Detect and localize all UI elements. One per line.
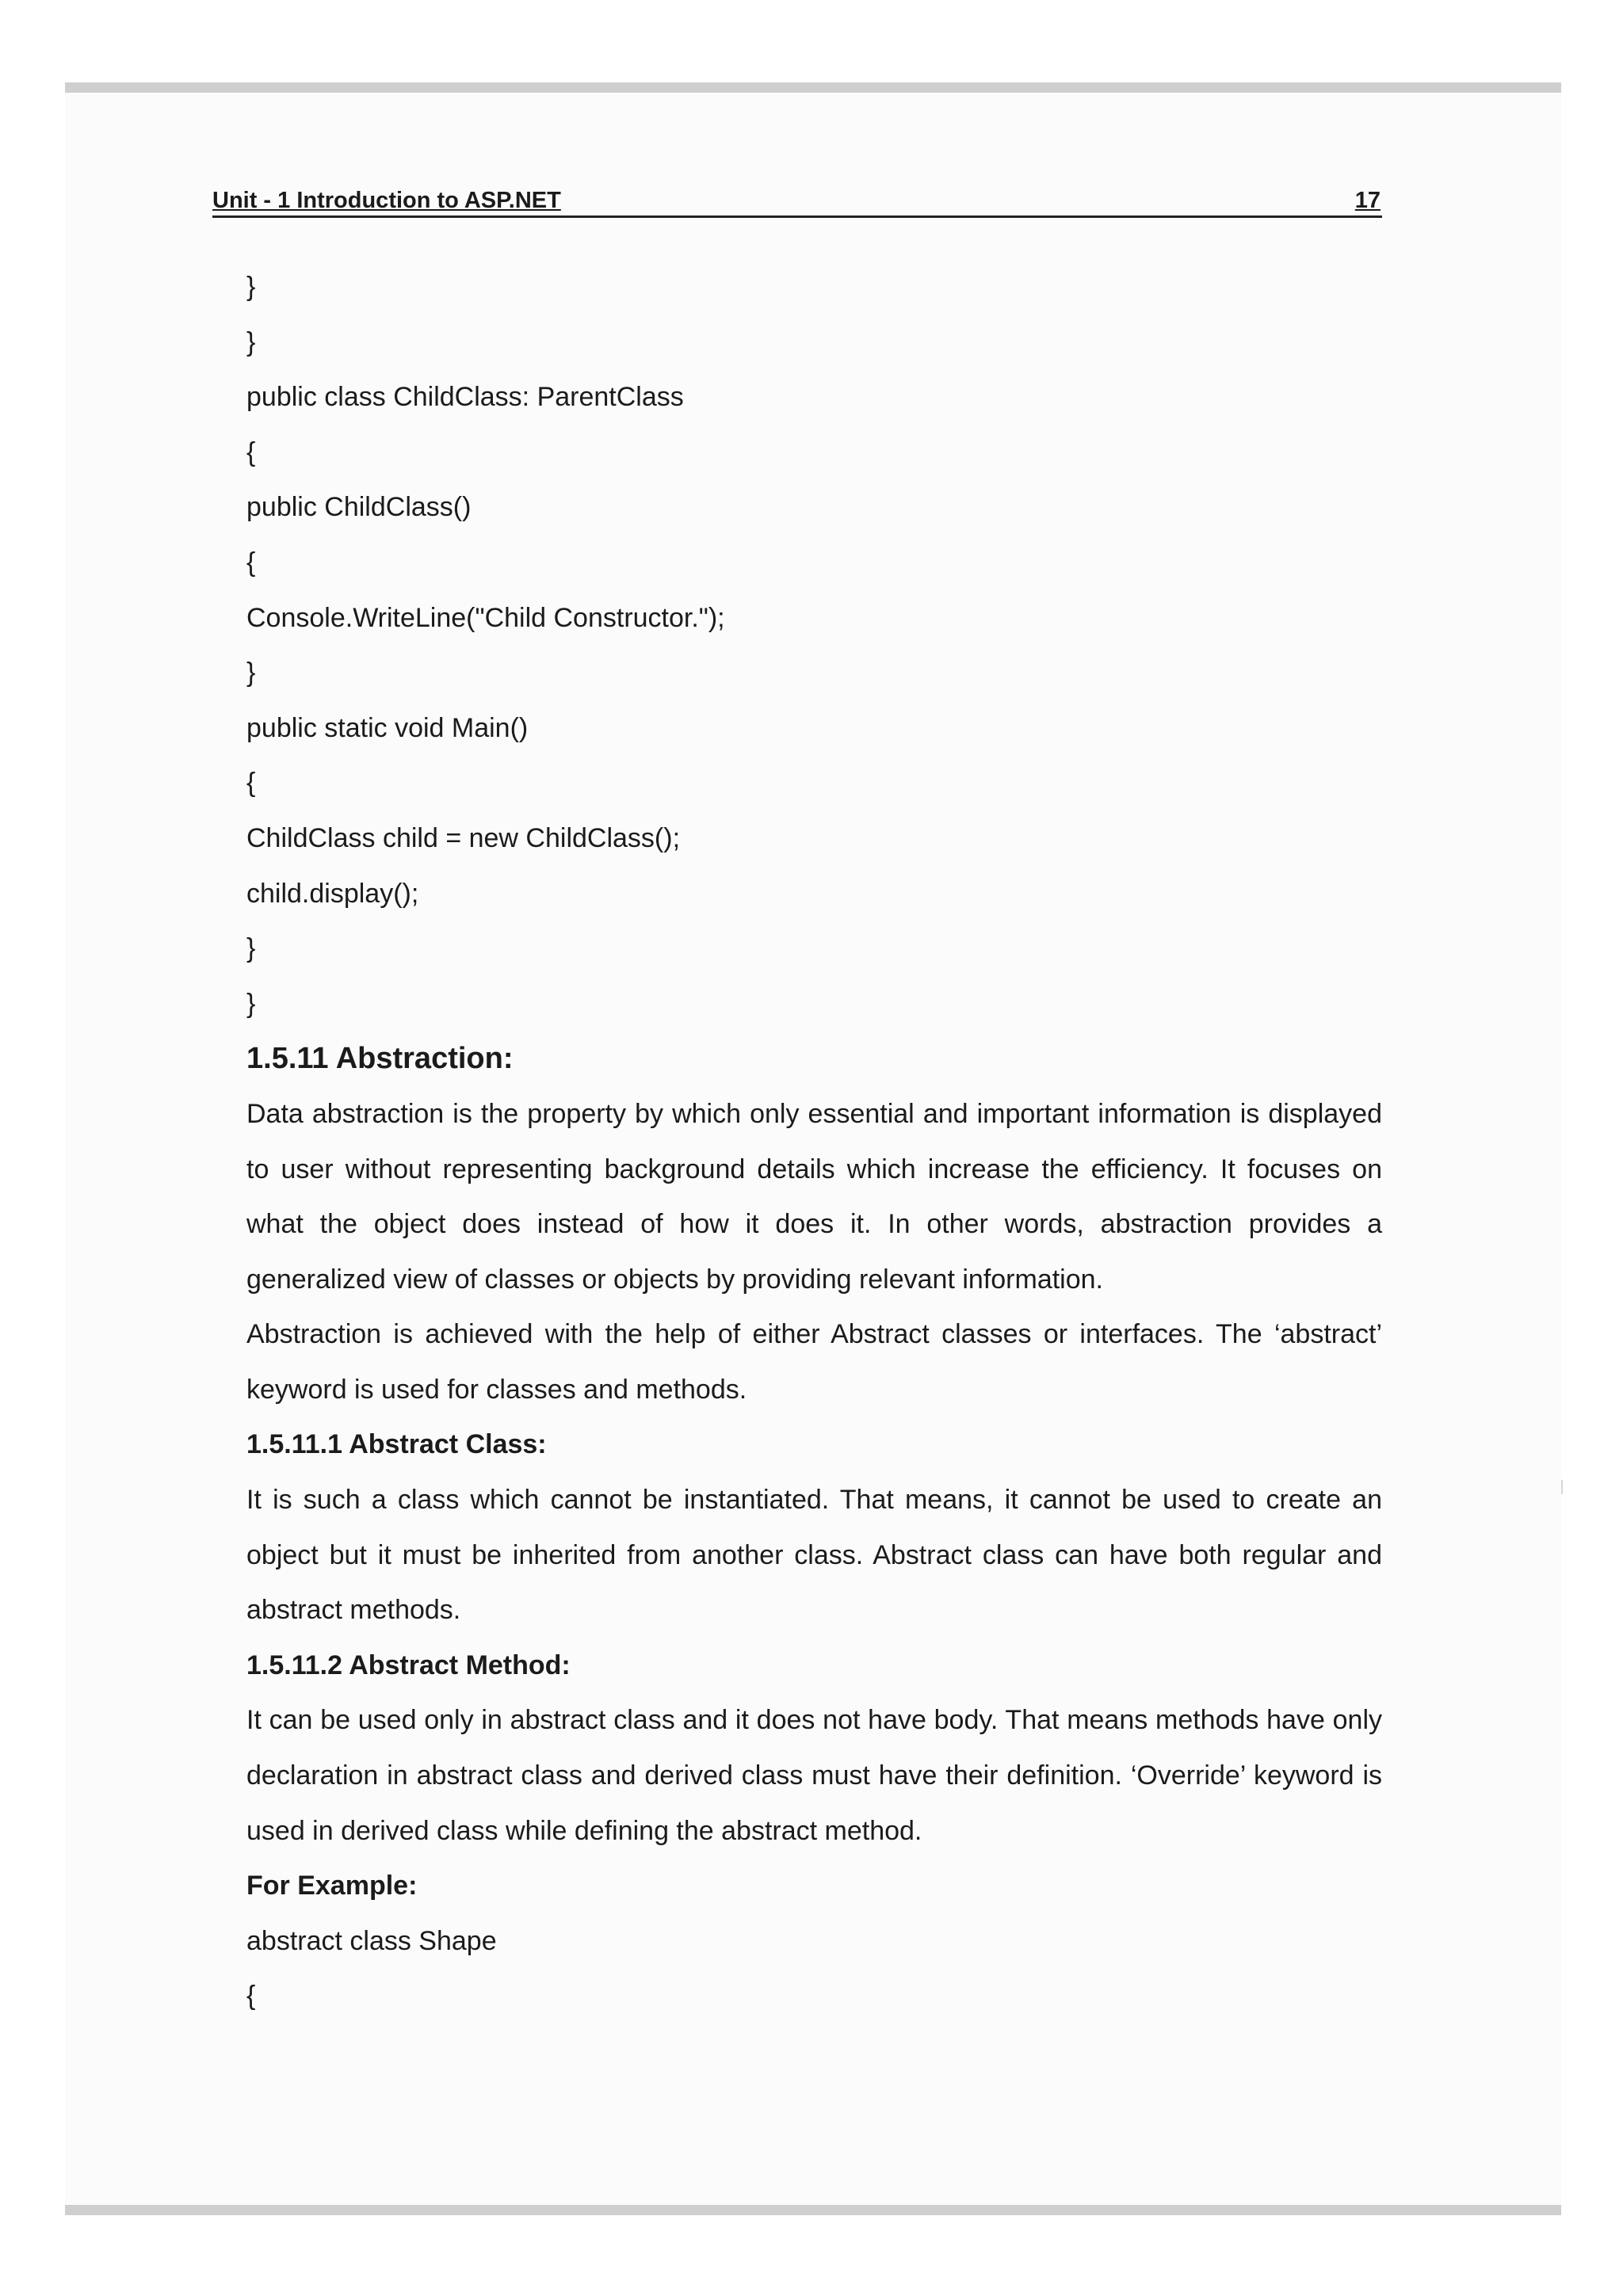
- page-number: 17: [1354, 188, 1381, 213]
- running-header: [212, 182, 1382, 218]
- code-line: child.display();: [246, 878, 419, 909]
- code-line: public static void Main(): [246, 712, 529, 743]
- abstract-class-heading: 1.5.11.1 Abstract Class:: [246, 1429, 547, 1460]
- code-block-top: [246, 260, 1382, 1032]
- code-line: }: [246, 988, 256, 1019]
- abstraction-heading: 1.5.11 Abstraction:: [246, 1042, 514, 1076]
- code-line: {: [246, 547, 256, 578]
- code-line: {: [246, 437, 256, 467]
- abstract-class-paragraph: It is such a class which cannot be instantiated. That means, it cannot be used to create an object but it must be inherited from another class. Abstract class can have both regular and abstract methods.: [246, 1485, 1382, 1626]
- code-line: ChildClass child = new ChildClass();: [246, 822, 681, 853]
- page-top-edge: [65, 82, 1561, 93]
- page-content: [246, 260, 1382, 2024]
- unit-title: Unit - 1 Introduction to ASP.NET: [212, 188, 561, 213]
- code-line: public class ChildClass: ParentClass: [246, 382, 684, 413]
- abstraction-paragraph-1: Data abstraction is the property by which only essential and important information is displayed to user without representing background details which increase the efficiency. It focuses on what the object does instead of how it does it. In other words, abstraction provides a generalized view of classes or objects by providing relevant information.: [246, 1098, 1382, 1295]
- page-bottom-edge: [65, 2205, 1561, 2215]
- code-line: }: [246, 933, 256, 964]
- example-heading: For Example:: [246, 1871, 418, 1901]
- code-line: Console.WriteLine("Child Constructor.");: [246, 602, 725, 633]
- code-line: {: [246, 1981, 256, 2012]
- code-block-example: [246, 1914, 1382, 2024]
- abstract-method-paragraph: It can be used only in abstract class and it does not have body. That means methods have only declaration in abstract class and derived class must have their definition. ‘Override’ keyword is used in derived class while defining the abstract method.: [246, 1705, 1382, 1846]
- code-line: }: [246, 326, 256, 357]
- scan-artifact: [1561, 1480, 1563, 1494]
- code-line: abstract class Shape: [246, 1925, 497, 1956]
- code-line: {: [246, 768, 256, 799]
- code-line: }: [246, 272, 256, 302]
- abstraction-paragraph-2: Abstraction is achieved with the help of either Abstract classes or interfaces. The ‘abstract’ keyword is used for classes and methods.: [246, 1319, 1382, 1405]
- code-line: }: [246, 658, 256, 688]
- code-line: public ChildClass(): [246, 492, 472, 523]
- abstract-method-heading: 1.5.11.2 Abstract Method:: [246, 1650, 571, 1680]
